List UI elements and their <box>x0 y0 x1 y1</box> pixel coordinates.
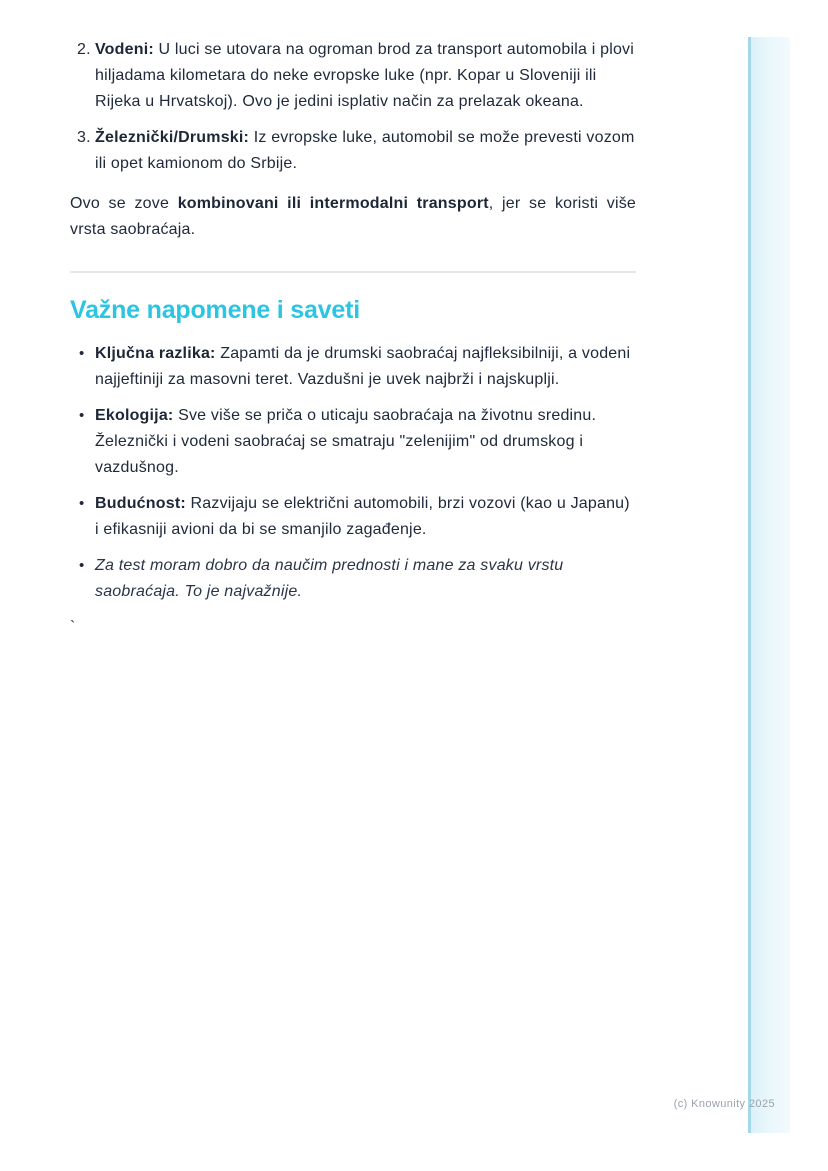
list-item-body: Razvijaju se električni automobili, brzi vozovi (kao u Japanu) i efikasniji avioni da bi se smanjilo zagađenje. <box>95 495 630 538</box>
list-item-lead: Vodeni: <box>95 41 159 58</box>
bullet-list-item <box>70 403 636 481</box>
bullet-marker-icon <box>70 341 95 393</box>
document-content <box>70 37 636 641</box>
list-item-body: U luci se utovara na ogroman brod za transport automobila i plovi hiljadama kilometara do neke evropske luke (npr. Kopar u Sloveniji ili Rijeka u Hrvatskoj). Ovo je jedini isplativ način za prelazak okeana. <box>95 41 634 110</box>
bullet-list-item <box>70 491 636 543</box>
numbered-list-item <box>70 37 636 115</box>
bullet-list <box>70 341 636 605</box>
bullet-list-item <box>70 341 636 393</box>
summary-paragraph <box>70 191 636 243</box>
list-item-lead: Budućnost: <box>95 495 191 512</box>
list-item-text <box>95 341 636 393</box>
bullet-marker-icon <box>70 403 95 481</box>
list-item-text <box>95 553 636 605</box>
bullet-marker-icon <box>70 491 95 543</box>
list-item-text <box>95 491 636 543</box>
list-item-lead: Železnički/Drumski: <box>95 129 254 146</box>
list-item-body: Zapamti da je drumski saobraćaj najfleksibilniji, a vodeni najjeftiniji za masovni teret. Vazdušni je uvek najbrži i najskuplji. <box>95 345 631 388</box>
section-heading: Važne napomene i saveti <box>70 296 360 324</box>
bullet-list-item <box>70 553 636 605</box>
list-item-text <box>95 37 636 115</box>
list-item-body: Iz evropske luke, automobil se može prevesti vozom ili opet kamionom do Srbije. <box>95 129 635 172</box>
list-item-lead: Ključna razlika: <box>95 345 221 362</box>
paragraph-bold: kombinovani ili intermodalni transport <box>177 195 489 212</box>
list-item-lead: Ekologija: <box>95 407 179 424</box>
section-divider <box>70 271 636 273</box>
stray-backtick: ` <box>70 619 76 636</box>
list-item-text <box>95 125 636 177</box>
list-item-number: 3. <box>77 129 91 146</box>
bullet-marker-icon <box>70 553 95 605</box>
list-item-text <box>95 403 636 481</box>
numbered-list <box>70 37 636 177</box>
copyright-footer: (c) Knowunity 2025 <box>673 1098 775 1110</box>
page-edge-highlight-bar <box>748 37 790 1133</box>
list-item-number: 2. <box>77 41 91 58</box>
numbered-list-item <box>70 125 636 177</box>
list-item-body: Za test moram dobro da naučim prednosti i mane za svaku vrstu saobraćaja. To je najvažnije. <box>95 557 564 600</box>
list-item-body: Sve više se priča o uticaju saobraćaja na životnu sredinu. Železnički i vodeni saobraćaj se smatraju "zelenijim" od drumskog i vazdušnog. <box>95 407 597 476</box>
paragraph-prefix: Ovo se zove <box>70 195 178 212</box>
paragraph-suffix: , jer se koristi više vrsta saobraćaja. <box>70 195 636 238</box>
